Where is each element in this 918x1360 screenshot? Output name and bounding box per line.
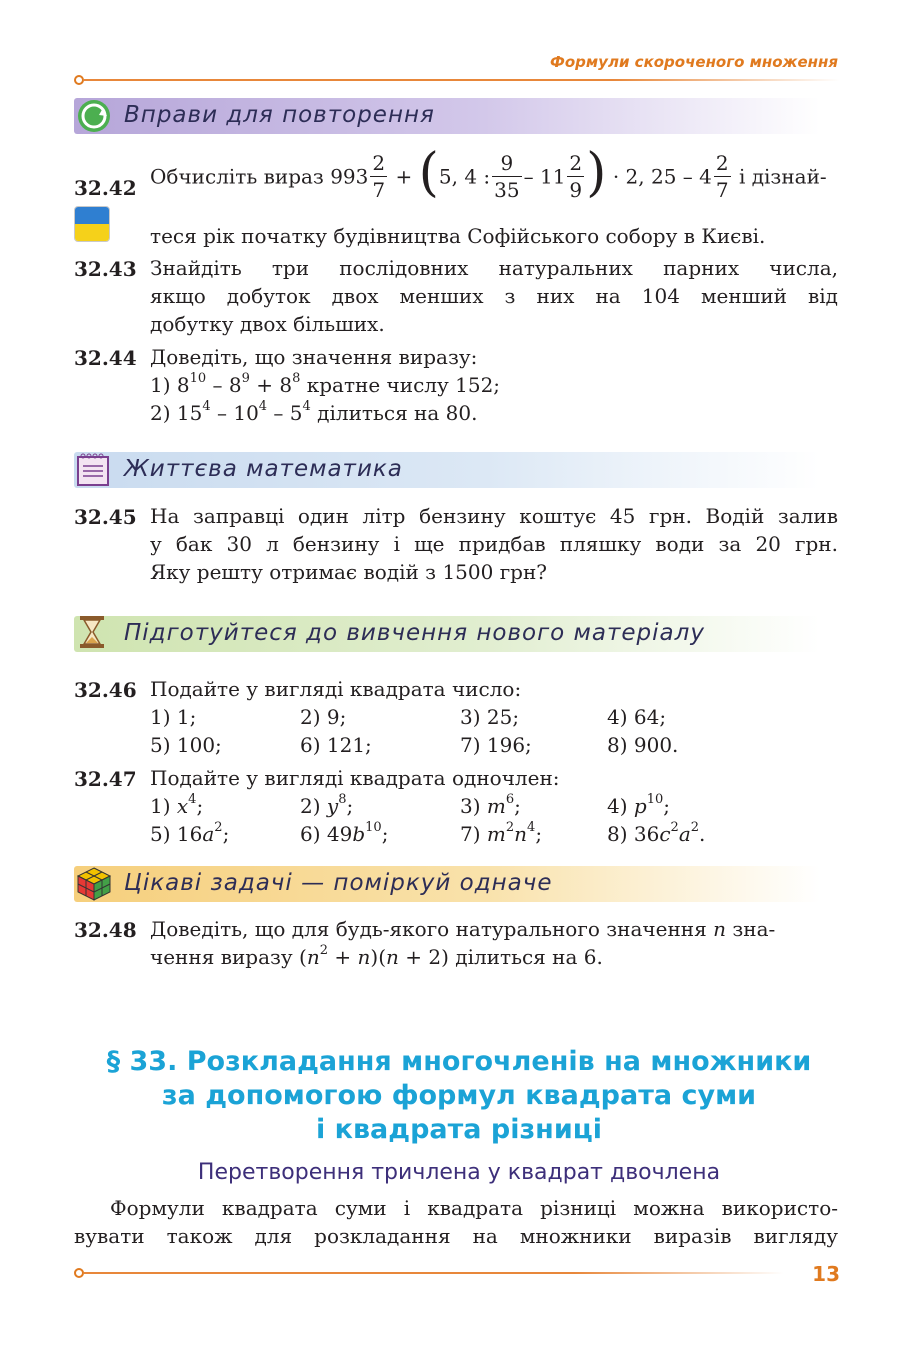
list-item: 4) 64; bbox=[607, 705, 667, 729]
list-item: 6) 121; bbox=[300, 733, 372, 757]
fraction-2 bbox=[492, 150, 521, 203]
problem-3243-line2: якщо добуток двох менших з них на 104 менший від bbox=[150, 284, 838, 308]
fraction-1-denominator: 7 bbox=[372, 178, 386, 202]
list-item: 2) 9; bbox=[300, 705, 347, 729]
repeat-icon bbox=[74, 98, 114, 134]
ukraine-flag-icon bbox=[74, 206, 110, 242]
expr-close-paren: ) bbox=[586, 142, 607, 203]
problem-3246-line1: Подайте у вигляді квадрата число: bbox=[150, 677, 522, 701]
expr-minus: – 11 bbox=[523, 164, 566, 189]
problem-3242-expression bbox=[150, 142, 827, 230]
section-banner-interesting bbox=[74, 866, 820, 902]
list-item: 1) $x^4$; bbox=[150, 792, 204, 818]
problem-3242-intro: Обчисліть вираз bbox=[150, 164, 324, 189]
problem-number-3247: 32.47 bbox=[74, 767, 137, 791]
list-item: 4) $p^{10}$; bbox=[607, 792, 670, 818]
header-rule bbox=[84, 79, 840, 81]
section-banner-prepare bbox=[74, 616, 820, 652]
problem-3242-end: і дізнай- bbox=[738, 164, 827, 189]
list-item: 1) 1; bbox=[150, 705, 197, 729]
fraction-4-numerator: 2 bbox=[715, 151, 729, 175]
footer-rule-dot bbox=[74, 1268, 84, 1278]
section-title-interesting: Цікаві задачі — поміркуй одначе bbox=[124, 870, 553, 896]
problem-3244-item2: 2) $15^4 - 10^4 - 5^4$ ділиться на 80. bbox=[150, 399, 478, 425]
expr-part-b: 5, 4 : bbox=[438, 164, 491, 189]
body-text-line1: Формули квадрата суми і квадрата різниці можна використо- bbox=[110, 1196, 838, 1220]
notepad-icon bbox=[74, 452, 114, 488]
problem-number-3244: 32.44 bbox=[74, 346, 137, 370]
list-item: 8) $36c^2a^2$. bbox=[607, 820, 706, 846]
paragraph-subheading: Перетворення тричлена у квадрат двочлена bbox=[197, 1160, 721, 1185]
list-item: 3) 25; bbox=[460, 705, 520, 729]
problem-3243-line1: Знайдіть три послідовних натуральних парних числа, bbox=[150, 256, 838, 280]
paragraph-heading-line1: § 33. Розкладання многочленів на множники bbox=[106, 1046, 812, 1077]
fraction-1-numerator: 2 bbox=[372, 151, 386, 175]
expr-open-paren: ( bbox=[418, 142, 439, 203]
problem-3245-line2: у бак 30 л бензину і ще придбав пляшку води за 20 грн. bbox=[150, 532, 838, 556]
section-banner-review bbox=[74, 98, 820, 134]
body-text-line2: вувати також для розкладання на множники виразів вигляду bbox=[74, 1224, 838, 1248]
section-title-prepare: Підготуйтеся до вивчення нового матеріалу bbox=[124, 620, 705, 646]
fraction-3-denominator: 9 bbox=[569, 178, 583, 202]
problem-3245-line3: Яку решту отримає водій з 1500 грн? bbox=[150, 560, 548, 584]
problem-3245-line1: На заправці один літр бензину коштує 45 грн. Водій залив bbox=[150, 504, 838, 528]
list-item: 2) $y^8$; bbox=[300, 792, 354, 818]
fraction-4-denominator: 7 bbox=[715, 178, 729, 202]
page-number: 13 bbox=[812, 1262, 840, 1286]
section-banner-life bbox=[74, 452, 820, 488]
list-item: 5) $16a^2$; bbox=[150, 820, 230, 846]
hourglass-icon bbox=[74, 602, 114, 662]
problem-number-3243: 32.43 bbox=[74, 257, 137, 281]
list-item: 6) $49b^{10}$; bbox=[300, 820, 389, 846]
fraction-2-denominator: 35 bbox=[494, 178, 520, 202]
fraction-3-numerator: 2 bbox=[569, 151, 583, 175]
list-item: 7) 196; bbox=[460, 733, 532, 757]
problem-3244-line1: Доведіть, що значення виразу: bbox=[150, 345, 478, 369]
list-item: 8) 900. bbox=[607, 733, 679, 757]
fraction-4 bbox=[714, 150, 731, 203]
problem-number-3248: 32.48 bbox=[74, 918, 137, 942]
paragraph-heading-line3: і квадрата різниці bbox=[315, 1114, 603, 1145]
problem-number-3246: 32.46 bbox=[74, 678, 137, 702]
fraction-3 bbox=[567, 150, 584, 203]
running-title: Формули скороченого множення bbox=[550, 53, 838, 71]
expr-tail: · 2, 25 – 4 bbox=[612, 164, 712, 189]
problem-3243-line3: добутку двох більших. bbox=[150, 312, 385, 336]
list-item: 3) $m^6$; bbox=[460, 792, 521, 818]
problem-3244-item1: 1) $8^{10} - 8^9 + 8^8$ кратне числу 152; bbox=[150, 371, 501, 397]
section-title-life: Життєва математика bbox=[124, 456, 403, 482]
list-item: 7) $m^2n^4$; bbox=[460, 820, 543, 846]
problem-3248-line1: Доведіть, що для будь-якого натурального значення n зна- bbox=[150, 917, 776, 941]
section-title-review: Вправи для повторення bbox=[124, 102, 435, 128]
problem-3248-line2: чення виразу $(n^2 + n)(n + 2)$ ділиться на 6. bbox=[150, 943, 603, 969]
problem-3242-line2: теся рік початку будівництва Софійського собору в Києві. bbox=[150, 224, 766, 248]
problem-3247-line1: Подайте у вигляді квадрата одночлен: bbox=[150, 766, 560, 790]
footer-rule bbox=[84, 1272, 784, 1274]
paragraph-heading-line2: за допомогою формул квадрата суми bbox=[161, 1080, 757, 1111]
fraction-2-numerator: 9 bbox=[492, 150, 521, 177]
problem-number-3245: 32.45 bbox=[74, 505, 137, 529]
rubiks-cube-icon bbox=[74, 866, 114, 902]
header-rule-dot bbox=[74, 75, 84, 85]
expr-plus: + bbox=[395, 164, 413, 189]
problem-number-3242: 32.42 bbox=[74, 176, 137, 200]
list-item: 5) 100; bbox=[150, 733, 222, 757]
fraction-1 bbox=[370, 150, 387, 203]
expr-whole-993: 993 bbox=[330, 164, 369, 189]
